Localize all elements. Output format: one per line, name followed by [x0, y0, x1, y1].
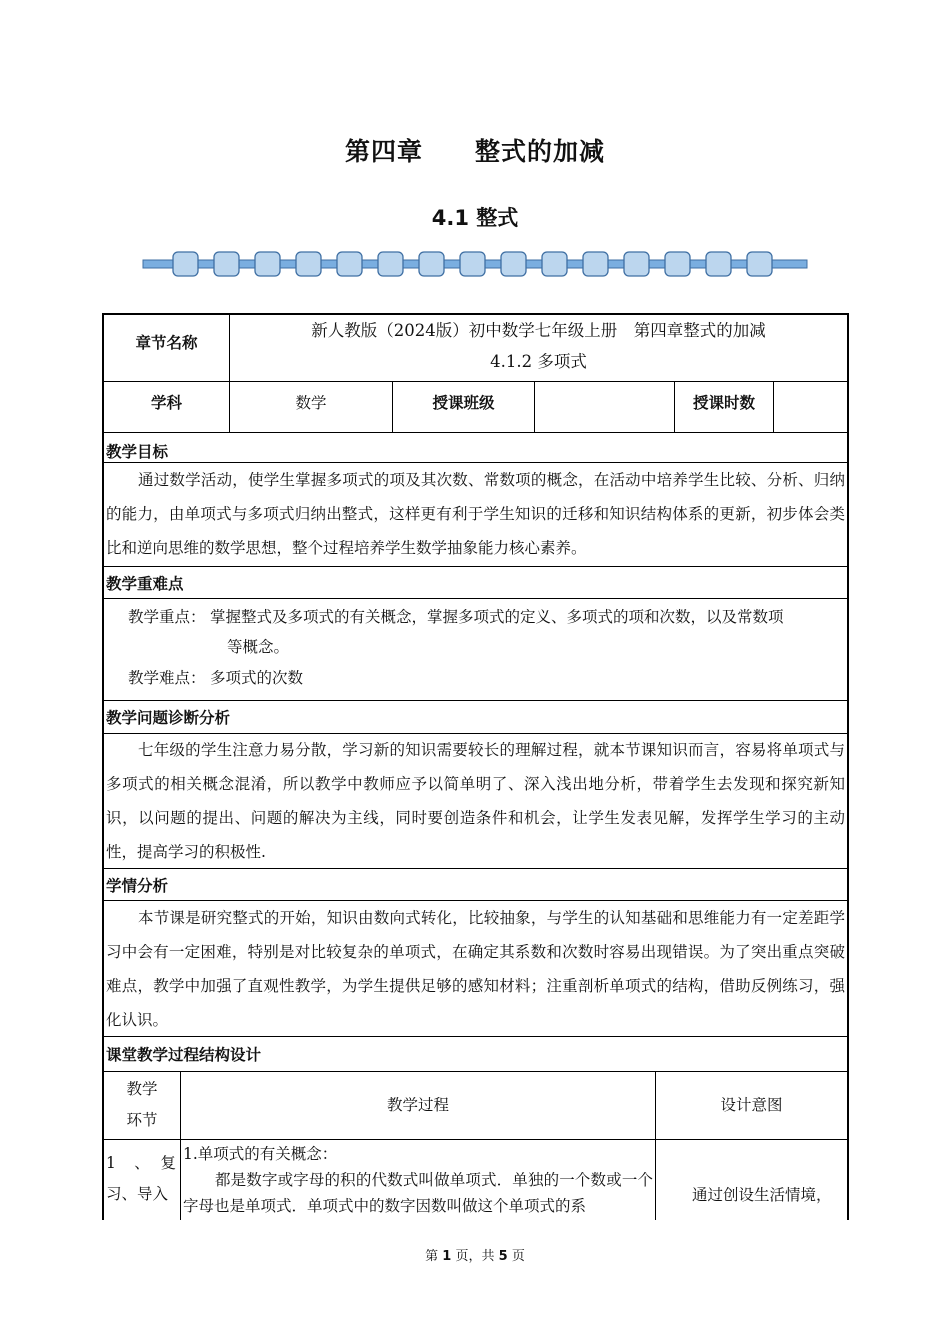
footer-suffix: 页: [511, 1249, 525, 1264]
footer-page-number: 1: [442, 1249, 452, 1264]
goals-heading: 教学目标: [106, 443, 169, 461]
difficult-point-label: 教学难点：: [128, 669, 206, 687]
key-point-label: 教学重点：: [128, 608, 206, 626]
footer-middle: 页，共: [455, 1249, 495, 1264]
chapter-name-label: 章节名称: [135, 334, 198, 352]
difficult-point-text: 多项式的次数: [210, 669, 304, 687]
diagnosis-heading: 教学问题诊断分析: [106, 709, 231, 727]
process-item-text: 都是数字或字母的积的代数式叫做单项式．单独的一个数或一个字母也是单项式．单项式中的数字因数叫做这个单项式的系: [183, 1171, 653, 1215]
process-item-title: 1.单项式的有关概念：: [183, 1145, 338, 1163]
analysis-text: 本节课是研究整式的开始，知识由数向式转化，比较抽象，与学生的认知基础和思维能力有一定差距学习中会有一定困难，特别是对比较复杂的单项式，在确定其系数和次数时容易出现错误。为了突出重点突破难点，教学中加强了直观性教学，为学生提供足够的感知材料；注重剖析单项式的结构，借助反例练习，强化认识。: [106, 909, 845, 1029]
stage-header-line2: 环节: [126, 1111, 158, 1129]
chapter-name-line2: 4.1.2 多项式: [490, 352, 587, 371]
subject-label: 学科: [150, 394, 182, 412]
divider-bead: [583, 252, 608, 276]
chapter-number: 第四章: [344, 137, 423, 166]
key-point-line1: 掌握整式及多项式的有关概念，掌握多项式的定义、多项式的项和次数，以及常数项: [210, 608, 784, 626]
goals-text: 通过数学活动，使学生掌握多项式的项及其次数、常数项的概念，在活动中培养学生比较、分析、归纳的能力，由单项式与多项式归纳出整式，这样更有利于学生知识的迁移和知识结构体系的更新，初步体会类比和逆向思维的数学思想，整个过程培养学生数学抽象能力核心素养。: [106, 471, 845, 557]
divider-bead: [337, 252, 362, 276]
footer-total-pages: 5: [498, 1249, 508, 1264]
divider-bead: [173, 252, 198, 276]
subject-value: 数学: [295, 394, 327, 412]
analysis-heading: 学情分析: [106, 877, 169, 895]
divider-bead: [542, 252, 567, 276]
diagnosis-text: 七年级的学生注意力易分散，学习新的知识需要较长的理解过程，就本节课知识而言，容易将单项式与多项式的相关概念混淆，所以教学中教师应予以简单明了、深入浅出地分析，带着学生去发现和探究新知识，以问题的提出、问题的解决为主线，同时要创造条件和机会，让学生发表见解，发挥学生学习的主动性，提高学习的积极性.: [106, 741, 845, 861]
divider-bead: [296, 252, 321, 276]
divider-bead: [460, 252, 485, 276]
divider-bead: [706, 252, 731, 276]
stage-header-line1: 教学: [126, 1080, 158, 1098]
bead-divider: [140, 248, 810, 280]
page-footer: [0, 1245, 950, 1264]
section-title: 4.1 整式: [431, 206, 519, 230]
design-heading: 课堂教学过程结构设计: [106, 1046, 262, 1064]
divider-bead: [378, 252, 403, 276]
divider-bead: [255, 252, 280, 276]
divider-bead: [624, 252, 649, 276]
hours-label: 授课时数: [692, 394, 755, 412]
keypoints-heading: 教学重难点: [106, 575, 184, 593]
chapter-name: 整式的加减: [475, 137, 606, 166]
class-label: 授课班级: [432, 394, 495, 412]
divider-bead: [501, 252, 526, 276]
stage-cell: 1 、 复习、导入: [106, 1154, 176, 1203]
intent-header: 设计意图: [720, 1096, 783, 1114]
key-point-line2: 等概念。: [227, 638, 290, 656]
divider-bead: [419, 252, 444, 276]
chapter-name-line1: 新人教版（2024版）初中数学七年级上册 第四章整式的加减: [311, 321, 766, 340]
divider-bead: [665, 252, 690, 276]
divider-bead: [214, 252, 239, 276]
intent-text: 通过创设生活情境，: [692, 1186, 832, 1204]
divider-bead: [747, 252, 772, 276]
process-header: 教学过程: [386, 1096, 449, 1114]
chapter-title: [0, 132, 950, 168]
footer-prefix: 第: [425, 1249, 439, 1264]
